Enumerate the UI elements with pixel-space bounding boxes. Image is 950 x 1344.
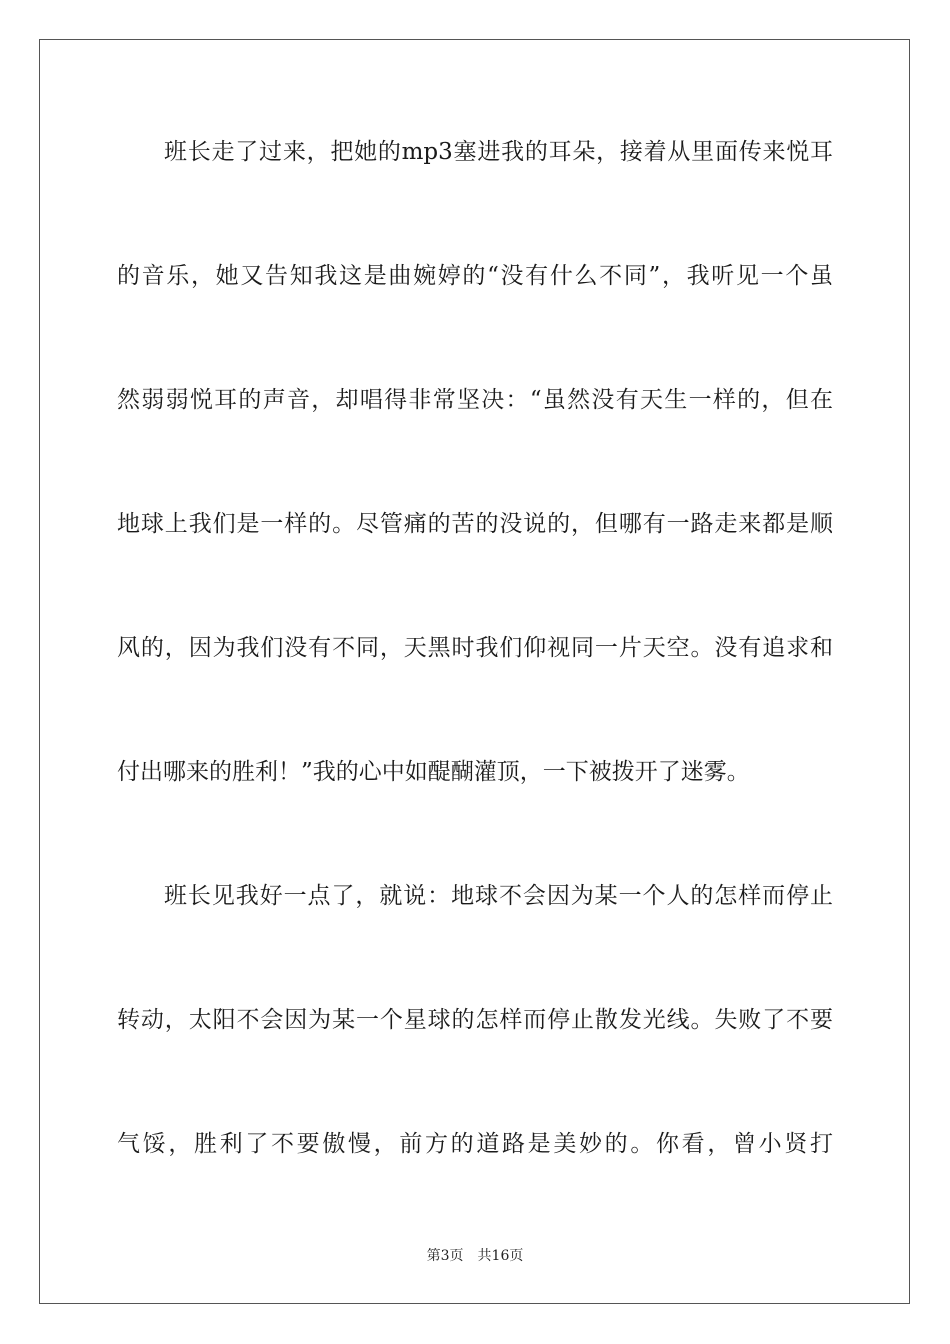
page-number: 第3页 xyxy=(426,1248,464,1264)
page-total: 共16页 xyxy=(477,1248,524,1264)
paragraph-2-line-2: 转动，太阳不会因为某一个星球的怎样而停止散发光线。失败了不要 xyxy=(117,1007,833,1033)
paragraph-1-line-2: 的音乐，她又告知我这是曲婉婷的“没有什么不同”，我听见一个虽 xyxy=(117,263,833,289)
paragraph-1-line-6: 付出哪来的胜利！”我的心中如醍醐灌顶，一下被拨开了迷雾。 xyxy=(117,759,750,785)
paragraph-1-line-3: 然弱弱悦耳的声音，却唱得非常坚决：“虽然没有天生一样的，但在 xyxy=(117,387,833,413)
paragraph-1-line-1: 班长走了过来，把她的mp3塞进我的耳朵，接着从里面传来悦耳 xyxy=(164,139,833,165)
page-border xyxy=(39,39,910,1304)
paragraph-2-line-3: 气馁，胜利了不要傲慢，前方的道路是美妙的。你看，曾小贤打 xyxy=(117,1131,833,1157)
paragraph-2-line-1: 班长见我好一点了，就说：地球不会因为某一个人的怎样而停止 xyxy=(164,883,833,909)
paragraph-1-line-4: 地球上我们是一样的。尽管痛的苦的没说的，但哪有一路走来都是顺 xyxy=(117,511,833,537)
paragraph-1-line-5: 风的，因为我们没有不同，天黑时我们仰视同一片天空。没有追求和 xyxy=(117,635,833,661)
page-footer xyxy=(0,1246,950,1266)
